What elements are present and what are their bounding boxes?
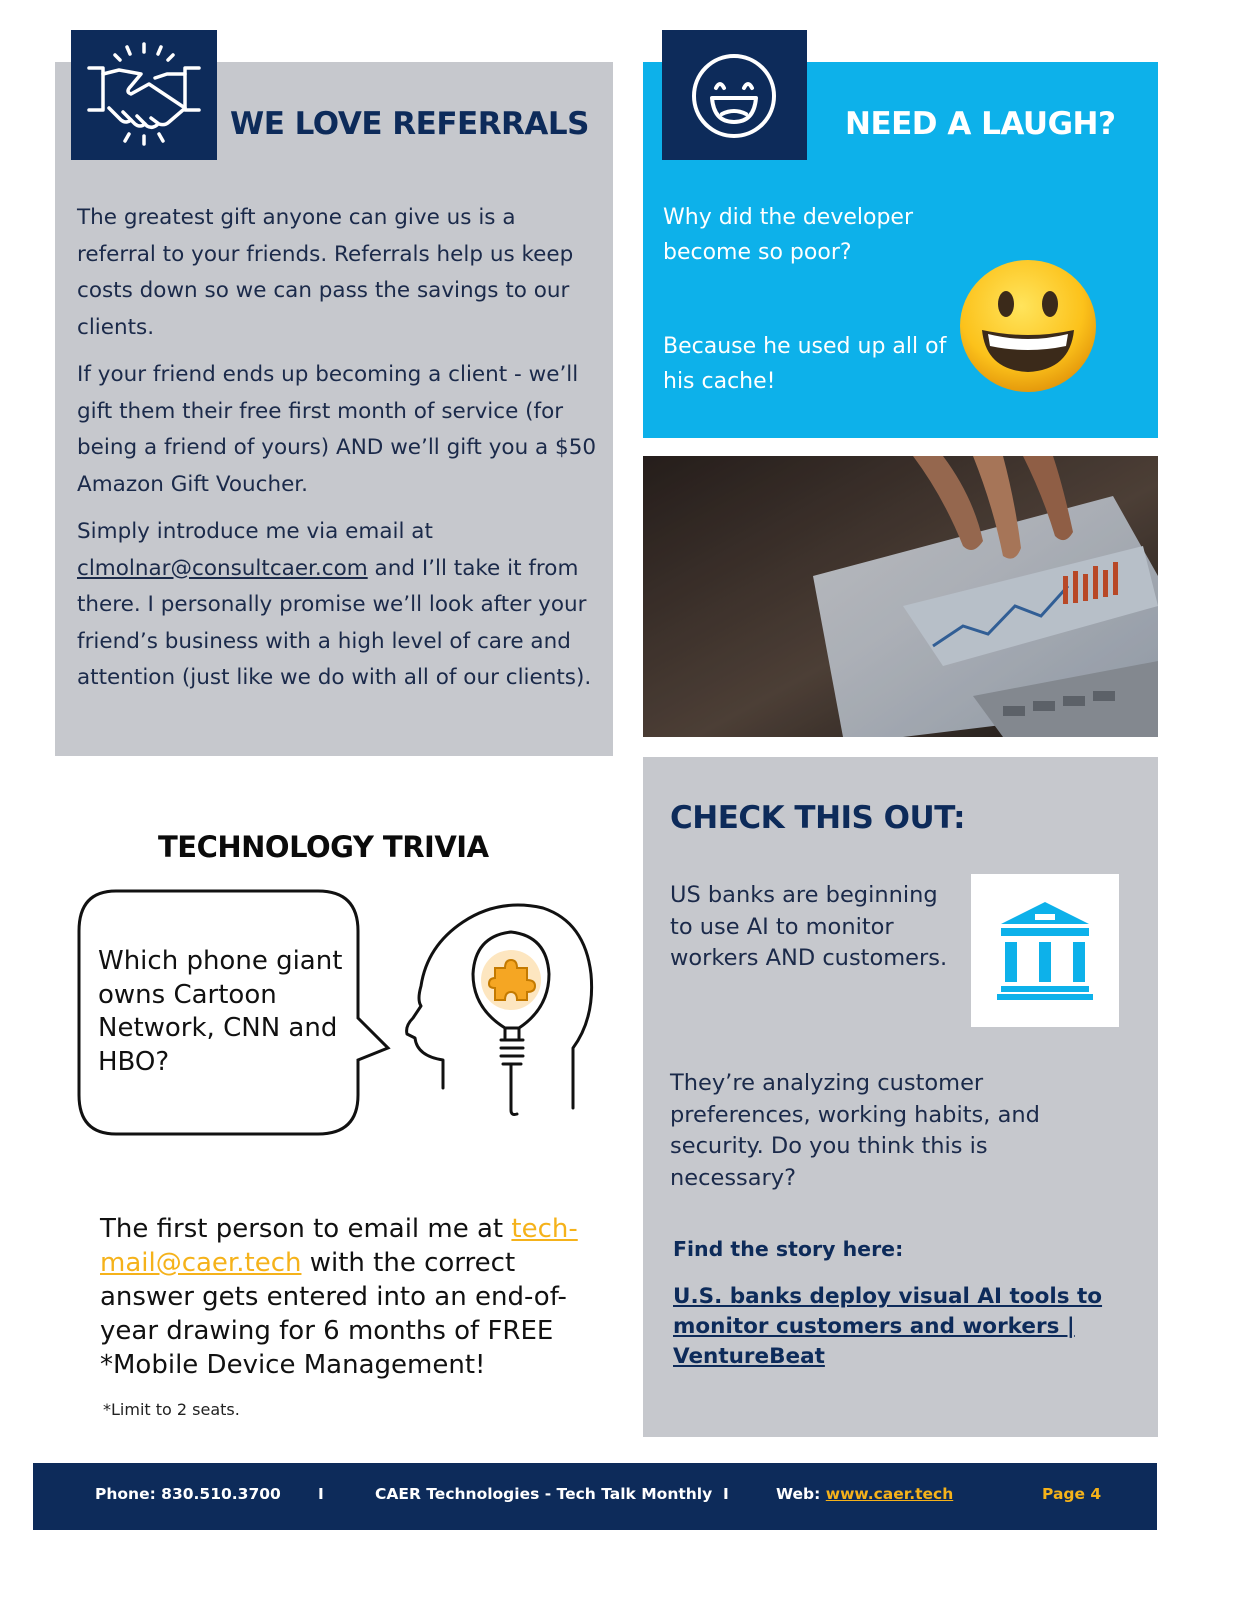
trivia-instructions [100, 1212, 600, 1382]
check-paragraph-2: They’re analyzing customer preferences, working habits, and security. Do you think this is necessary? [670, 1070, 1040, 1191]
joke-answer: Because he used up all of his cache! [663, 334, 947, 394]
laughing-face-icon [662, 30, 807, 160]
referrals-closing-text: and I’ll take it from there. I personally promise we’ll look after your friend’s business with a high level of care and attention (just like we do with all of our clients). [77, 555, 592, 690]
trivia-prize-text: with the correct answer gets entered into an end-of-year drawing for 6 months of FREE *Mobile Device Management! [100, 1248, 567, 1380]
referral-email-link[interactable]: clmolnar@consultcaer.com [77, 555, 368, 581]
bank-icon [971, 874, 1119, 1027]
referrals-paragraph-2: If your friend ends up becoming a client - we’ll gift them their free first month of service (for being a friend of yours) AND we’ll gift you a $50 Amazon Gift Voucher. [77, 362, 597, 497]
footer-web-label: Web: [776, 1485, 821, 1503]
trivia-email-link[interactable]: tech-mail@caer.tech [100, 1214, 578, 1278]
footer-separator: I [318, 1485, 324, 1503]
handshake-icon [71, 30, 217, 160]
footer-company: CAER Technologies - Tech Talk Monthly [375, 1485, 713, 1503]
business-photo [643, 456, 1158, 737]
laugh-icon-box [662, 30, 807, 160]
head-lightbulb-puzzle-icon [403, 888, 598, 1118]
referrals-body [77, 200, 597, 708]
story-label: Find the story here: [673, 1237, 904, 1261]
joke-question: Why did the developer become so poor? [663, 205, 914, 265]
footer-page-number: Page 4 [1042, 1485, 1102, 1503]
story-link[interactable]: U.S. banks deploy visual AI tools to monitor customers and workers | VentureBeat [673, 1284, 1103, 1369]
referrals-paragraph-3 [77, 514, 597, 697]
laugh-title: NEED A LAUGH? [845, 106, 1116, 142]
footer-web-link[interactable]: www.caer.tech [825, 1485, 954, 1503]
check-title: CHECK THIS OUT: [670, 800, 966, 836]
grinning-face-emoji [958, 258, 1098, 394]
check-paragraph-1: US banks are beginning to use AI to monitor workers AND customers. [670, 882, 948, 971]
handshake-icon-box [71, 30, 217, 160]
trivia-title: TECHNOLOGY TRIVIA [158, 830, 489, 864]
footer-separator: I [723, 1485, 729, 1503]
trivia-footnote: *Limit to 2 seats. [103, 1400, 240, 1419]
referrals-paragraph-1: The greatest gift anyone can give us is a referral to your friends. Referrals help us keep costs down so we can pass the savings to our clients. [77, 205, 574, 340]
bank-icon-box [971, 874, 1119, 1027]
footer-phone: Phone: 830.510.3700 [95, 1485, 281, 1503]
trivia-intro-text: The first person to email me at [100, 1214, 504, 1244]
referrals-title: WE LOVE REFERRALS [230, 106, 590, 142]
trivia-question: Which phone giant owns Cartoon Network, CNN and HBO? [98, 946, 343, 1077]
footer-web [776, 1485, 953, 1503]
referrals-intro-text: Simply introduce me via email at [77, 519, 433, 544]
